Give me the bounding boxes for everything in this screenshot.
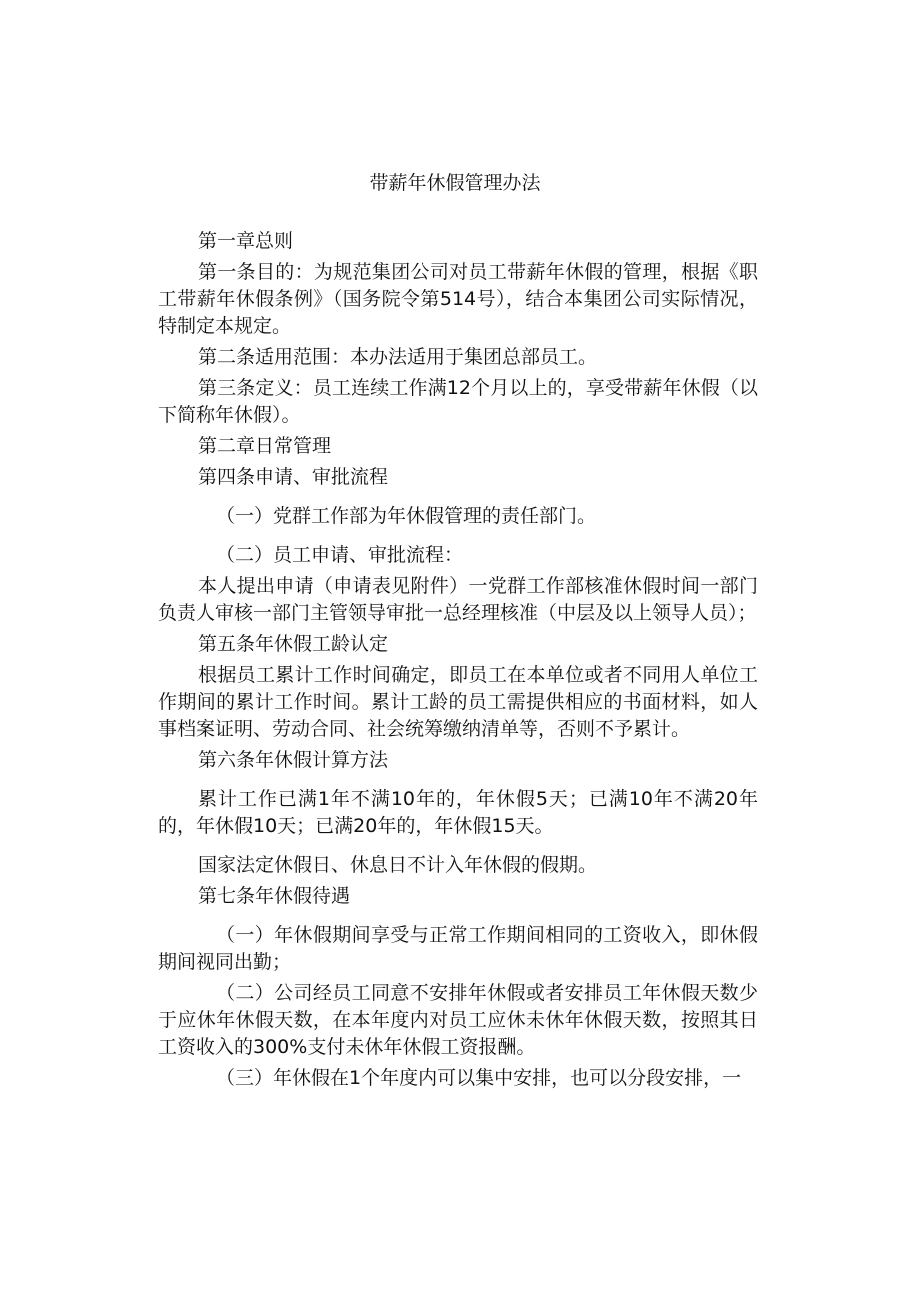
list-item: （二）公司经员工同意不安排年休假或者安排员工年休假天数少于应休年休假天数，在本年度内对员工应休未休年休假天数，按照其日工资收入的300%支付未休年休假工资报酬。 xyxy=(158,982,758,1058)
body-paragraph: 累计工作已满1年不满10年的，年休假5天；已满10年不满20年的，年休假10天；已满20年的，年休假15天。 xyxy=(158,788,758,837)
article-paragraph: 第二条适用范围：本办法适用于集团总部员工。 xyxy=(198,346,598,368)
list-item: （一）党群工作部为年休假管理的责任部门。 xyxy=(216,505,597,527)
article-heading: 第七条年休假待遇 xyxy=(198,885,351,907)
document-body xyxy=(158,228,758,1096)
body-paragraph: 本人提出申请（申请表见附件）一党群工作部核准休假时间一部门负责人审核一部门主管领导审批一总经理核准（中层及以上领导人员）； xyxy=(158,575,758,624)
list-item: （一）年休假期间享受与正常工作期间相同的工资收入，即休假期间视同出勤； xyxy=(158,924,758,973)
article-heading: 第六条年休假计算方法 xyxy=(198,749,389,771)
body-paragraph: 国家法定休假日、休息日不计入年休假的假期。 xyxy=(198,854,598,876)
article-heading: 第五条年休假工龄认定 xyxy=(198,633,389,655)
list-item: （三）年休假在1个年度内可以集中安排，也可以分段安排，一 xyxy=(216,1067,742,1089)
chapter-heading: 第二章日常管理 xyxy=(198,435,332,457)
article-paragraph: 第一条目的：为规范集团公司对员工带薪年休假的管理，根据《职工带薪年休假条例》（国务院令第514号），结合本集团公司实际情况，特制定本规定。 xyxy=(158,261,758,337)
document-title: 带薪年休假管理办法 xyxy=(369,172,541,194)
chapter-heading: 第一章总则 xyxy=(198,230,294,252)
body-paragraph: 根据员工累计工作时间确定，即员工在本单位或者不同用人单位工作期间的累计工作时间。累计工龄的员工需提供相应的书面材料，如人事档案证明、劳动合同、社会统筹缴纳清单等，否则不予累计。 xyxy=(158,664,758,740)
list-item: （二）员工申请、审批流程： xyxy=(216,544,464,566)
article-heading: 第四条申请、审批流程 xyxy=(198,466,389,488)
article-paragraph: 第三条定义：员工连续工作满12个月以上的，享受带薪年休假（以下简称年休假）。 xyxy=(158,377,758,426)
